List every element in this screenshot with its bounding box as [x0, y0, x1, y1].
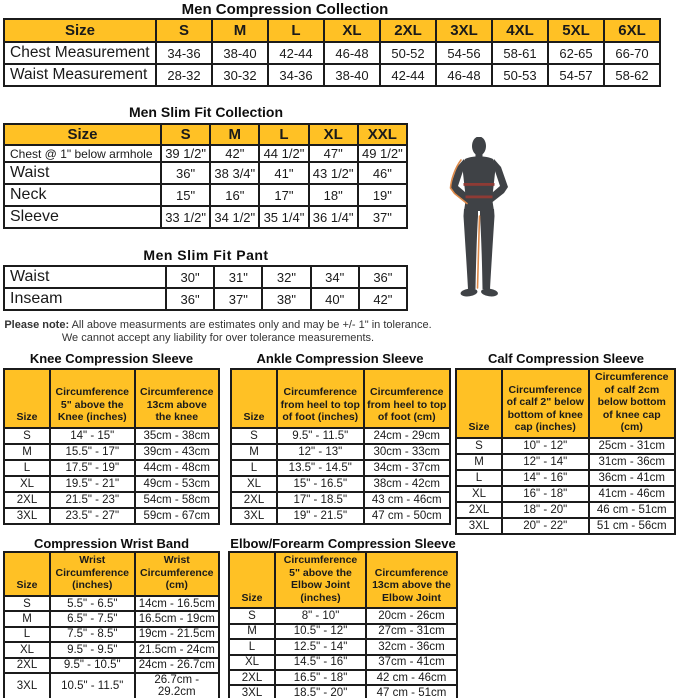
cell-value: 12.5" - 14": [275, 639, 366, 654]
column-header: Wrist Circumference (cm): [135, 552, 220, 596]
cell-value: 42": [359, 288, 407, 310]
column-header: Circumference of calf 2cm below bottom of knee cap (cm): [589, 369, 676, 438]
column-header: Size: [4, 124, 161, 145]
table-row: [456, 518, 675, 534]
cell-value: 46 cm - 51cm: [589, 502, 676, 518]
table-row: [231, 428, 450, 444]
table-row: [231, 492, 450, 508]
elbow-sleeve-table-grid: [228, 551, 458, 698]
table-row: [4, 428, 219, 444]
table-row: [4, 460, 219, 476]
male-silhouette-figure: [447, 137, 511, 309]
cell-value: 34": [311, 266, 359, 288]
cell-value: 44 1/2": [259, 145, 308, 162]
table-row: [456, 438, 675, 454]
cell-value: 20" - 22": [502, 518, 589, 534]
tolerance-note: [0, 319, 436, 345]
table-row: [231, 460, 450, 476]
table-row: [4, 266, 407, 288]
cell-value: 35 1/4": [259, 206, 308, 228]
cell-value: 16": [210, 184, 259, 206]
cell-value: 14" - 15": [50, 428, 135, 444]
column-header: 5XL: [548, 19, 604, 42]
cell-value: 58-61: [492, 42, 548, 64]
table-row: [229, 685, 457, 698]
table-row: [456, 486, 675, 502]
cell-value: 46-48: [436, 64, 492, 86]
column-header: S: [161, 124, 210, 145]
table-row: [4, 627, 219, 642]
header-row: [4, 124, 407, 145]
row-label: 3XL: [456, 518, 502, 534]
table-row: [456, 470, 675, 486]
column-header: Size: [4, 552, 50, 596]
cell-value: 14.5" - 16": [275, 655, 366, 670]
row-label: L: [4, 627, 50, 642]
row-label: L: [231, 460, 277, 476]
column-header: Circumference from heel to top of foot (cm): [364, 369, 451, 428]
row-label: XL: [456, 486, 502, 502]
table-row: [4, 508, 219, 524]
table-row: [231, 444, 450, 460]
cell-value: 16" - 18": [502, 486, 589, 502]
cell-value: 34-36: [156, 42, 212, 64]
header-row: [4, 19, 660, 42]
ankle-sleeve-table: [230, 368, 451, 525]
calf-sleeve-table-grid: [455, 368, 676, 535]
cell-value: 10" - 12": [502, 438, 589, 454]
cell-value: 38-40: [212, 42, 268, 64]
cell-value: 51 cm - 56cm: [589, 518, 676, 534]
table-row: [229, 639, 457, 654]
cell-value: 16.5cm - 19cm: [135, 611, 220, 626]
header-row: [231, 369, 450, 428]
inseam-measure-line: [478, 216, 480, 288]
column-header: Circumference of calf 2" below bottom of knee cap (inches): [502, 369, 589, 438]
row-label: Neck: [4, 184, 161, 206]
note-prefix: Please note:: [4, 319, 70, 331]
table-row: [231, 508, 450, 524]
chest-measure-line: [464, 183, 495, 186]
cell-value: 36": [161, 162, 210, 184]
header-row: [456, 369, 675, 438]
cell-value: 15.5" - 17": [50, 444, 135, 460]
table-row: [456, 454, 675, 470]
row-label: Waist: [4, 162, 161, 184]
cell-value: 66-70: [604, 42, 660, 64]
cell-value: 34 1/2": [210, 206, 259, 228]
cell-value: 8" - 10": [275, 608, 366, 623]
men-slim-fit-table-grid: [3, 123, 408, 229]
table-row: [4, 642, 219, 657]
row-label: XL: [4, 476, 50, 492]
cell-value: 10.5" - 11.5": [50, 673, 135, 698]
cell-value: 20cm - 26cm: [366, 608, 457, 623]
cell-value: 7.5" - 8.5": [50, 627, 135, 642]
table-row: [4, 444, 219, 460]
note-line1: All above measurments are estimates only and may be +/- 1" in tolerance.: [71, 319, 432, 331]
cell-value: 43 cm - 46cm: [364, 492, 451, 508]
cell-value: 12" - 14": [502, 454, 589, 470]
table-row: [229, 655, 457, 670]
table-row: [4, 206, 407, 228]
column-header: 6XL: [604, 19, 660, 42]
cell-value: 38cm - 42cm: [364, 476, 451, 492]
knee-sleeve-table: [3, 368, 220, 525]
column-header: Circumference from heel to top of foot (inches): [277, 369, 364, 428]
table-row: [229, 624, 457, 639]
table-row: [4, 288, 407, 310]
cell-value: 54-57: [548, 64, 604, 86]
men-compression-table-grid: [3, 18, 661, 87]
cell-value: 47": [309, 145, 358, 162]
table-row: [4, 658, 219, 673]
men-slim-fit-pant-table-grid: [3, 265, 408, 311]
ankle-sleeve-table-grid: [230, 368, 451, 525]
cell-value: 14" - 16": [502, 470, 589, 486]
men-slim-fit-title: Men Slim Fit Collection: [128, 104, 283, 120]
table-row: [4, 64, 660, 86]
cell-value: 35cm - 38cm: [135, 428, 220, 444]
row-label: M: [229, 624, 275, 639]
cell-value: 34-36: [268, 64, 324, 86]
row-label: L: [4, 460, 50, 476]
row-label: Sleeve: [4, 206, 161, 228]
cell-value: 27cm - 31cm: [366, 624, 457, 639]
cell-value: 19": [358, 184, 407, 206]
elbow-sleeve-title: Elbow/Forearm Compression Sleeve: [230, 536, 456, 551]
row-label: 3XL: [229, 685, 275, 698]
cell-value: 44cm - 48cm: [135, 460, 220, 476]
column-header: Circumference 5" above the Elbow Joint (inches): [275, 552, 366, 608]
column-header: Circumference 13cm above the knee: [135, 369, 220, 428]
table-row: [456, 502, 675, 518]
row-label: M: [456, 454, 502, 470]
men-slim-fit-table: [3, 123, 408, 229]
cell-value: 38-40: [324, 64, 380, 86]
column-header: S: [156, 19, 212, 42]
men-slim-fit-pant-title: Men Slim Fit Pant: [143, 247, 269, 263]
cell-value: 25cm - 31cm: [589, 438, 676, 454]
table-row: [4, 492, 219, 508]
cell-value: 37cm - 41cm: [366, 655, 457, 670]
column-header: Size: [456, 369, 502, 438]
cell-value: 32cm - 36cm: [366, 639, 457, 654]
men-compression-title: Men Compression Collection: [181, 1, 389, 18]
table-row: [229, 608, 457, 623]
cell-value: 49cm - 53cm: [135, 476, 220, 492]
cell-value: 41": [259, 162, 308, 184]
cell-value: 54-56: [436, 42, 492, 64]
row-label: 3XL: [4, 508, 50, 524]
cell-value: 59cm - 67cm: [135, 508, 220, 524]
row-label: 2XL: [4, 492, 50, 508]
table-row: [4, 184, 407, 206]
cell-value: 16.5" - 18": [275, 670, 366, 685]
ankle-sleeve-title: Ankle Compression Sleeve: [256, 351, 424, 366]
cell-value: 17.5" - 19": [50, 460, 135, 476]
column-header: Size: [229, 552, 275, 608]
header-row: [4, 552, 219, 596]
elbow-sleeve-table: [228, 551, 458, 698]
row-label: M: [4, 611, 50, 626]
row-label: S: [4, 596, 50, 611]
men-slim-fit-pant-table: [3, 265, 408, 311]
cell-value: 42 cm - 46cm: [366, 670, 457, 685]
table-row: [4, 145, 407, 162]
cell-value: 34cm - 37cm: [364, 460, 451, 476]
column-header: Circumference 5" above the Knee (inches): [50, 369, 135, 428]
cell-value: 17": [259, 184, 308, 206]
cell-value: 32": [262, 266, 310, 288]
cell-value: 10.5" - 12": [275, 624, 366, 639]
cell-value: 39 1/2": [161, 145, 210, 162]
cell-value: 9.5" - 9.5": [50, 642, 135, 657]
cell-value: 46-48: [324, 42, 380, 64]
cell-value: 36": [166, 288, 214, 310]
cell-value: 19" - 21.5": [277, 508, 364, 524]
cell-value: 15" - 16.5": [277, 476, 364, 492]
cell-value: 62-65: [548, 42, 604, 64]
cell-value: 42-44: [268, 42, 324, 64]
row-label: Inseam: [4, 288, 166, 310]
cell-value: 12" - 13": [277, 444, 364, 460]
cell-value: 37": [214, 288, 262, 310]
row-label: XL: [231, 476, 277, 492]
column-header: Size: [231, 369, 277, 428]
cell-value: 23.5" - 27": [50, 508, 135, 524]
cell-value: 58-62: [604, 64, 660, 86]
wrist-band-title: Compression Wrist Band: [33, 536, 190, 551]
row-label: XL: [4, 642, 50, 657]
cell-value: 31": [214, 266, 262, 288]
table-row: [4, 42, 660, 64]
column-header: M: [212, 19, 268, 42]
column-header: Wrist Circumference (inches): [50, 552, 135, 596]
cell-value: 19.5" - 21": [50, 476, 135, 492]
cell-value: 18" - 20": [502, 502, 589, 518]
cell-value: 36": [359, 266, 407, 288]
table-row: [4, 476, 219, 492]
column-header: L: [268, 19, 324, 42]
column-header: XL: [324, 19, 380, 42]
table-row: [4, 611, 219, 626]
table-row: [229, 670, 457, 685]
column-header: XL: [309, 124, 358, 145]
column-header: 3XL: [436, 19, 492, 42]
cell-value: 21.5cm - 24cm: [135, 642, 220, 657]
cell-value: 9.5" - 10.5": [50, 658, 135, 673]
cell-value: 40": [311, 288, 359, 310]
calf-sleeve-table: [455, 368, 676, 535]
row-label: Chest Measurement: [4, 42, 156, 64]
cell-value: 19cm - 21.5cm: [135, 627, 220, 642]
cell-value: 37": [358, 206, 407, 228]
cell-value: 30": [166, 266, 214, 288]
row-label: 3XL: [4, 673, 50, 698]
row-label: Chest @ 1" below armhole: [4, 145, 161, 162]
table-row: [231, 476, 450, 492]
row-label: S: [4, 428, 50, 444]
cell-value: 47 cm - 51cm: [366, 685, 457, 698]
row-label: M: [4, 444, 50, 460]
cell-value: 9.5" - 11.5": [277, 428, 364, 444]
cell-value: 26.7cm - 29.2cm: [135, 673, 220, 698]
cell-value: 49 1/2": [358, 145, 407, 162]
cell-value: 43 1/2": [309, 162, 358, 184]
cell-value: 5.5" - 6.5": [50, 596, 135, 611]
cell-value: 47 cm - 50cm: [364, 508, 451, 524]
column-header: L: [259, 124, 308, 145]
waist-measure-line: [466, 196, 493, 199]
cell-value: 50-53: [492, 64, 548, 86]
calf-sleeve-title: Calf Compression Sleeve: [487, 351, 645, 366]
wrist-band-table-grid: [3, 551, 220, 698]
cell-value: 21.5" - 23": [50, 492, 135, 508]
row-label: Waist: [4, 266, 166, 288]
column-header: Circumference 13cm above the Elbow Joint: [366, 552, 457, 608]
cell-value: 41cm - 46cm: [589, 486, 676, 502]
cell-value: 6.5" - 7.5": [50, 611, 135, 626]
row-label: Waist Measurement: [4, 64, 156, 86]
knee-sleeve-title: Knee Compression Sleeve: [29, 351, 194, 366]
cell-value: 28-32: [156, 64, 212, 86]
row-label: L: [229, 639, 275, 654]
column-header: Size: [4, 19, 156, 42]
cell-value: 18": [309, 184, 358, 206]
row-label: L: [456, 470, 502, 486]
column-header: M: [210, 124, 259, 145]
row-label: 3XL: [231, 508, 277, 524]
cell-value: 36cm - 41cm: [589, 470, 676, 486]
knee-sleeve-table-grid: [3, 368, 220, 525]
men-compression-table: [3, 18, 661, 87]
column-header: Size: [4, 369, 50, 428]
cell-value: 42": [210, 145, 259, 162]
row-label: M: [231, 444, 277, 460]
cell-value: 14cm - 16.5cm: [135, 596, 220, 611]
row-label: XL: [229, 655, 275, 670]
column-header: XXL: [358, 124, 407, 145]
cell-value: 39cm - 43cm: [135, 444, 220, 460]
row-label: 2XL: [229, 670, 275, 685]
cell-value: 42-44: [380, 64, 436, 86]
cell-value: 38": [262, 288, 310, 310]
cell-value: 50-52: [380, 42, 436, 64]
column-header: 2XL: [380, 19, 436, 42]
table-row: [4, 162, 407, 184]
cell-value: 15": [161, 184, 210, 206]
table-row: [4, 673, 219, 698]
cell-value: 36 1/4": [309, 206, 358, 228]
cell-value: 17" - 18.5": [277, 492, 364, 508]
row-label: 2XL: [4, 658, 50, 673]
header-row: [4, 369, 219, 428]
cell-value: 13.5" - 14.5": [277, 460, 364, 476]
column-header: 4XL: [492, 19, 548, 42]
table-row: [4, 596, 219, 611]
header-row: [229, 552, 457, 608]
cell-value: 18.5" - 20": [275, 685, 366, 698]
row-label: 2XL: [231, 492, 277, 508]
cell-value: 38 3/4": [210, 162, 259, 184]
cell-value: 30-32: [212, 64, 268, 86]
cell-value: 24cm - 26.7cm: [135, 658, 220, 673]
row-label: 2XL: [456, 502, 502, 518]
row-label: S: [231, 428, 277, 444]
cell-value: 31cm - 36cm: [589, 454, 676, 470]
cell-value: 24cm - 29cm: [364, 428, 451, 444]
wrist-band-table: [3, 551, 220, 698]
note-line2: We cannot accept any liability for over tolerance measurements.: [61, 332, 375, 344]
cell-value: 54cm - 58cm: [135, 492, 220, 508]
cell-value: 33 1/2": [161, 206, 210, 228]
cell-value: 30cm - 33cm: [364, 444, 451, 460]
row-label: S: [456, 438, 502, 454]
row-label: S: [229, 608, 275, 623]
cell-value: 46": [358, 162, 407, 184]
